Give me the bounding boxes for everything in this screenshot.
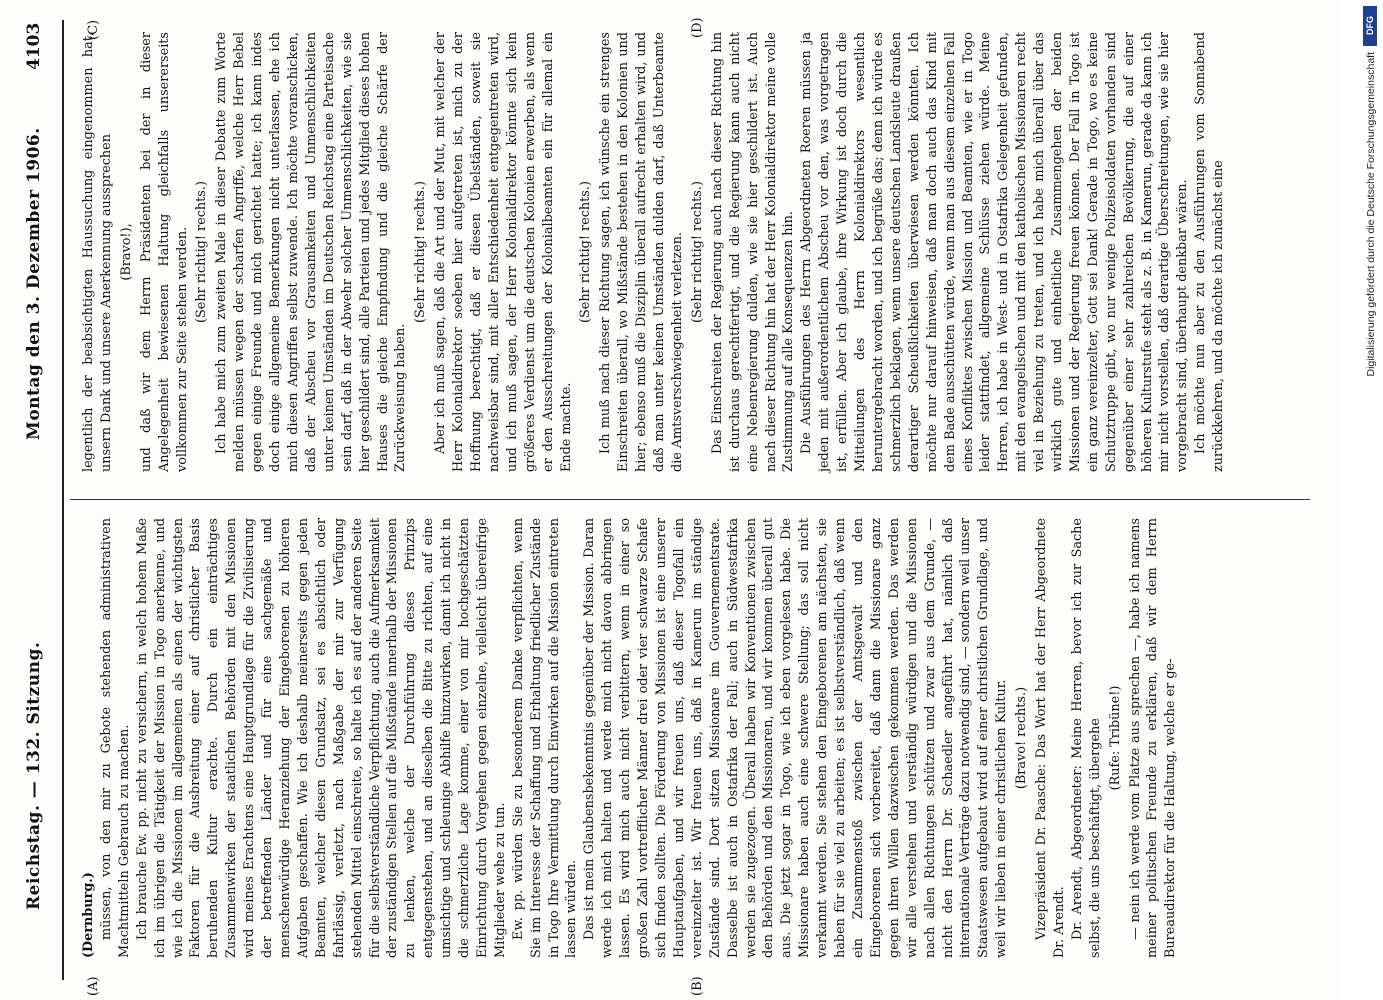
paragraph: Ich möchte nun aber zu den Ausführungen vom Sonnabend zurückkehren, und da möchte ich zunächst eine — [1193, 32, 1227, 472]
paragraph: Ew. pp. würden Sie zu besonderem Danke verpflichten, wenn Sie im Interesse der Schaffung und Erhaltung friedlicher Zustände in Togo Ihre Vermittlung durch Einwirken auf die Mission eintreten lassen würden. — [510, 518, 580, 958]
paragraph: Ich habe mich zum zweiten Male in dieser Debatte zum Worte melden müssen wegen der scharfen Angriffe, welche Herr Bebel gegen einige Freunde und mich gerichtet hatte; ich kann indes doch einige allgemeine Bemerkungen nicht unterlassen, ehe ich mich diesen Angriffen selbst zuwende. Ich möchte voranschicken, daß der Abscheu vor Grausamkeiten und Unmenschlichkeiten unter keinen Umständen im Deutschen Reichstag eine Parteisache sein darf, daß in der Abwehr solcher Unmenschlichkeiten, wie sie hier geschildert sind, alle Parteien und jedes Mitglied dieses hohen Hauses die gleiche Empfindung und die gleiche Schärfe der Zurückweisung haben. — [214, 32, 409, 472]
interjection: (Sehr richtig! rechts.) — [413, 181, 429, 323]
page-number: 4103 — [24, 22, 44, 70]
dfg-logo: DFG — [1363, 6, 1377, 46]
column-divider — [70, 499, 1310, 500]
interjection: (Sehr richtig! rechts.) — [194, 181, 210, 323]
interjection: (Rufe: Tribüne!) — [1107, 685, 1123, 791]
left-column — [80, 518, 1180, 958]
interjection: (Sehr richtig! rechts.) — [578, 181, 594, 323]
paragraph: legentlich der beabsichtigten Haussuchung eingenommen hat, unsern Dank und unsere Anerkennung aussprechen — [81, 32, 114, 472]
paragraph: Vizepräsident Dr. Paasche: Das Wort hat der Herr Abgeordnete Dr. Arendt. — [1034, 518, 1067, 958]
interjection: (Bravo!), — [118, 223, 134, 281]
paragraph: Dr. Arendt, Abgeordneter: Meine Herren, bevor ich zur Sache selbst, die uns beschäftigt, übergehe — [1069, 518, 1103, 958]
paragraph: müssen, von den mir zu Gebote stehenden administrativen Machtmitteln Gebrauch zu machen. — [98, 518, 132, 958]
margin-marker-b: (B) — [690, 976, 705, 996]
right-column — [80, 32, 1228, 472]
paragraph: Das ist mein Glaubensbekenntnis gegenüber der Mission. Daran werde ich mich halten und werde mich nicht davon abbringen lassen. Es wird mich auch nicht verbittern, wenn in einer so großen Zahl vortrefflicher Männer drei oder vier schwarze Schafe sich finden sollten. Die Förderung von Missionen ist eine unserer Hauptaufgaben, und wir freuen uns, daß dieser Togofall ein vereinzelter ist. Wir freuen uns, daß in Kamerun im ständige Zustände sind. Dort sitzen Missionare im Gouvernementsrate. Dasselbe ist auch in Ostafrika der Fall; auch in Südwestafrika werden sie zugezogen. Überall haben wir Konventionen zwischen den Behörden und den Missionaren, und wir kommen überall gut aus. Die jetzt sogar in Togo, wie ich eben vorgelesen habe. Die Missionare haben auch eine schwere Stellung; das soll nicht verkannt werden. Sie stehen den Eingeborenen am nächsten, sie haben für sie viel zu arbeiten; es ist selbstverständlich, daß wenn ein Zusammenstoß zwischen der Amtsgewalt und den Eingeborenen sich vorbereitet, daß dann die Missionare ganz gegen ihren Willen dazwischen gekommen werden. Das werden wir alle verstehen und verständig würdigen und die Missionen nach allen Richtungen schützen und zwar aus dem Grunde, — nicht den Herrn Dr. Schaedler angeführt hat, nämlich daß internationale Verträge dazu notwendig sind, — sondern weil unser Staatswesen aufgebaut wird auf einer christlichen Grundlage, und weil wir lieben in einer christlichen Kultur. — [582, 518, 1010, 958]
paragraph: Die Ausführungen des Herrn Abgeordneten Roeren müssen ja jeden mit außerordentlichem Abscheu vor den, was vorgetragen ist, erfüllen. Aber ich glaube, ihre Wirkung ist doch durch die Mitteilungen des Herrn Kolonialdirektors wesentlich heruntergebracht worden, und ich begrüße das; denn ich würde es schmerzlich beklagen, wenn unsere deutschen Landsleute draußen derartiger Scheußlichkeiten überwiesen werden könnten. Ich möchte nur darauf hinweisen, daß man doch auch das Kind mit dem Bade ausschütten würde, wenn man aus diesem einzelnen Fall eines Konfliktes zwischen Mission und Beamten, wie er in Togo leider stattfindet, allgemeine Schlüsse ziehen würde. Meine Herren, ich habe in West- und in Ostafrika Gelegenheit gefunden, mit den evangelischen und mit den katholischen Missionaren recht viel in Beziehung zu treten, und ich habe mich überall über das wirklich gute und einheitliche Zusammengehen der beiden Missionen und der Regierung freuen können. Der Fall in Togo ist ein ganz vereinzelter, Gott sei Dank! Gerade in Togo, wo es keine Schutztruppe gibt, wo nur wenige Polizeisoldaten vorhanden sind gegenüber einer sehr zahlreichen Bevölkerung, die auf einer höheren Kulturstufe steht als z. B. in Kamerun, gerade da kann ich mir nicht vorstellen, daß derartige Überschreitungen, wie sie hier vorgebracht sind, überhaupt denkbar wären. — [799, 32, 1191, 472]
interjection: (Bravo! rechts.) — [1014, 686, 1030, 790]
margin-marker-c: (C) — [86, 19, 101, 40]
paragraph: — nein ich werde vom Platze aus sprechen —, habe ich namens meiner politischen Freunde zu erklären, daß wir dem Herrn Bureaudirektor für die Haltung, welche er ge- — [1127, 518, 1179, 958]
paragraph: Das Einschreiten der Regierung auch nach dieser Richtung hin ist durchaus gerechtfertigt, und die Regierung kann auch nicht eine Nebenregierung dulden, wie sie hier geschildert ist. Auch nach dieser Richtung hin hat der Herr Kolonialdirektor meine volle Zustimmung auf alle Konsequenzen hin. — [709, 32, 797, 472]
margin-marker-a: (A) — [86, 976, 101, 996]
header-session: Reichstag. — 132. Sitzung. — [24, 641, 44, 910]
paragraph: Ich brauche Ew. pp. nicht zu versichern, in welch hohem Maße ich im übrigen die Tätigkeit der Mission in Togo anerkenne, und wie ich die Missionen im allgemeinen als einen der wichtigsten Faktoren für die Ausbreitung einer auf christlicher Basis beruhenden Kultur erachte. Durch ein einträchtiges Zusammenwirken der staatlichen Behörden mit den Missionen wird meines Erachtens eine Hauptgrundlage für die Zivilisierung der betreffenden Länder und für eine sachgemäße und menschenwürdige Heranziehung der Eingeborenen zu höheren Aufgaben geschaffen. Wie ich deshalb meinerseits gegen jeden Beamten, welcher diesen Grundsatz, sei es absichtlich oder fahrlässig, verletzt, nach Maßgabe der mir zur Verfügung stehenden Mittel einschreite, so halte ich es auf der anderen Seite für die selbstverständliche Verpflichtung, auch die Aufmerksamkeit der zuständigen Stellen auf die Mißstände innerhalb der Missionen zu lenken, welche der Durchführung dieses Prinzips entgegenstehen, und an dieselben die Bitte zu richten, auf eine umsichtige und schleunige Abhilfe hinzuwirken, damit ich nicht in die schmerzliche Lage komme, einer von mir hochgeschätzten Einrichtung durch Vorgehen gegen einzelne, vielleicht übereifrige Mitglieder wehe zu tun. — [134, 518, 508, 958]
interjection: (Sehr richtig! rechts.) — [689, 181, 705, 323]
margin-marker-d: (D) — [690, 17, 705, 38]
paragraph: Aber ich muß sagen, daß die Art und der Mut, mit welcher der Herr Kolonialdirektor soeben hier aufgetreten ist, mich zu der Hoffnung berechtigt, daß er diesen Übelständen, soweit sie nachweisbar sind, mit aller Entschiedenheit entgegentreten wird, und ich muß sagen, der Herr Kolonialdirektor könnte sich kein größeres Verdienst um die deutschen Kolonien erwerben, als wenn er den Ausschreitungen der Kolonialbeamten ein für allemal ein Ende machte. — [433, 32, 574, 472]
digitization-credit: Digitalisierung gefördert durch die Deutsche Forschungsgemeinschaft — [1365, 52, 1377, 377]
paragraph: und daß wir dem Herrn Präsidenten bei der in dieser Angelegenheit bewiesenen Haltung gleichfalls unsererseits vollkommen zur Seite stehen werden. — [138, 32, 190, 472]
paragraph: Ich muß nach dieser Richtung sagen, ich wünsche ein strenges Einschreiten überall, wo Mißstände bestehen in den Kolonien und hier; ebenso muß die Disziplin überall aufrecht erhalten wird, und daß man unter keinen Umständen dulden darf, daß Unterbeamte die Amtsverschwiegenheit verletzen. — [598, 32, 685, 472]
speaker-tag: (Dernburg.) — [81, 872, 96, 958]
page-header — [0, 0, 70, 1000]
header-rule — [62, 20, 64, 980]
header-date: Montag den 3. Dezember 1906. — [24, 127, 44, 440]
